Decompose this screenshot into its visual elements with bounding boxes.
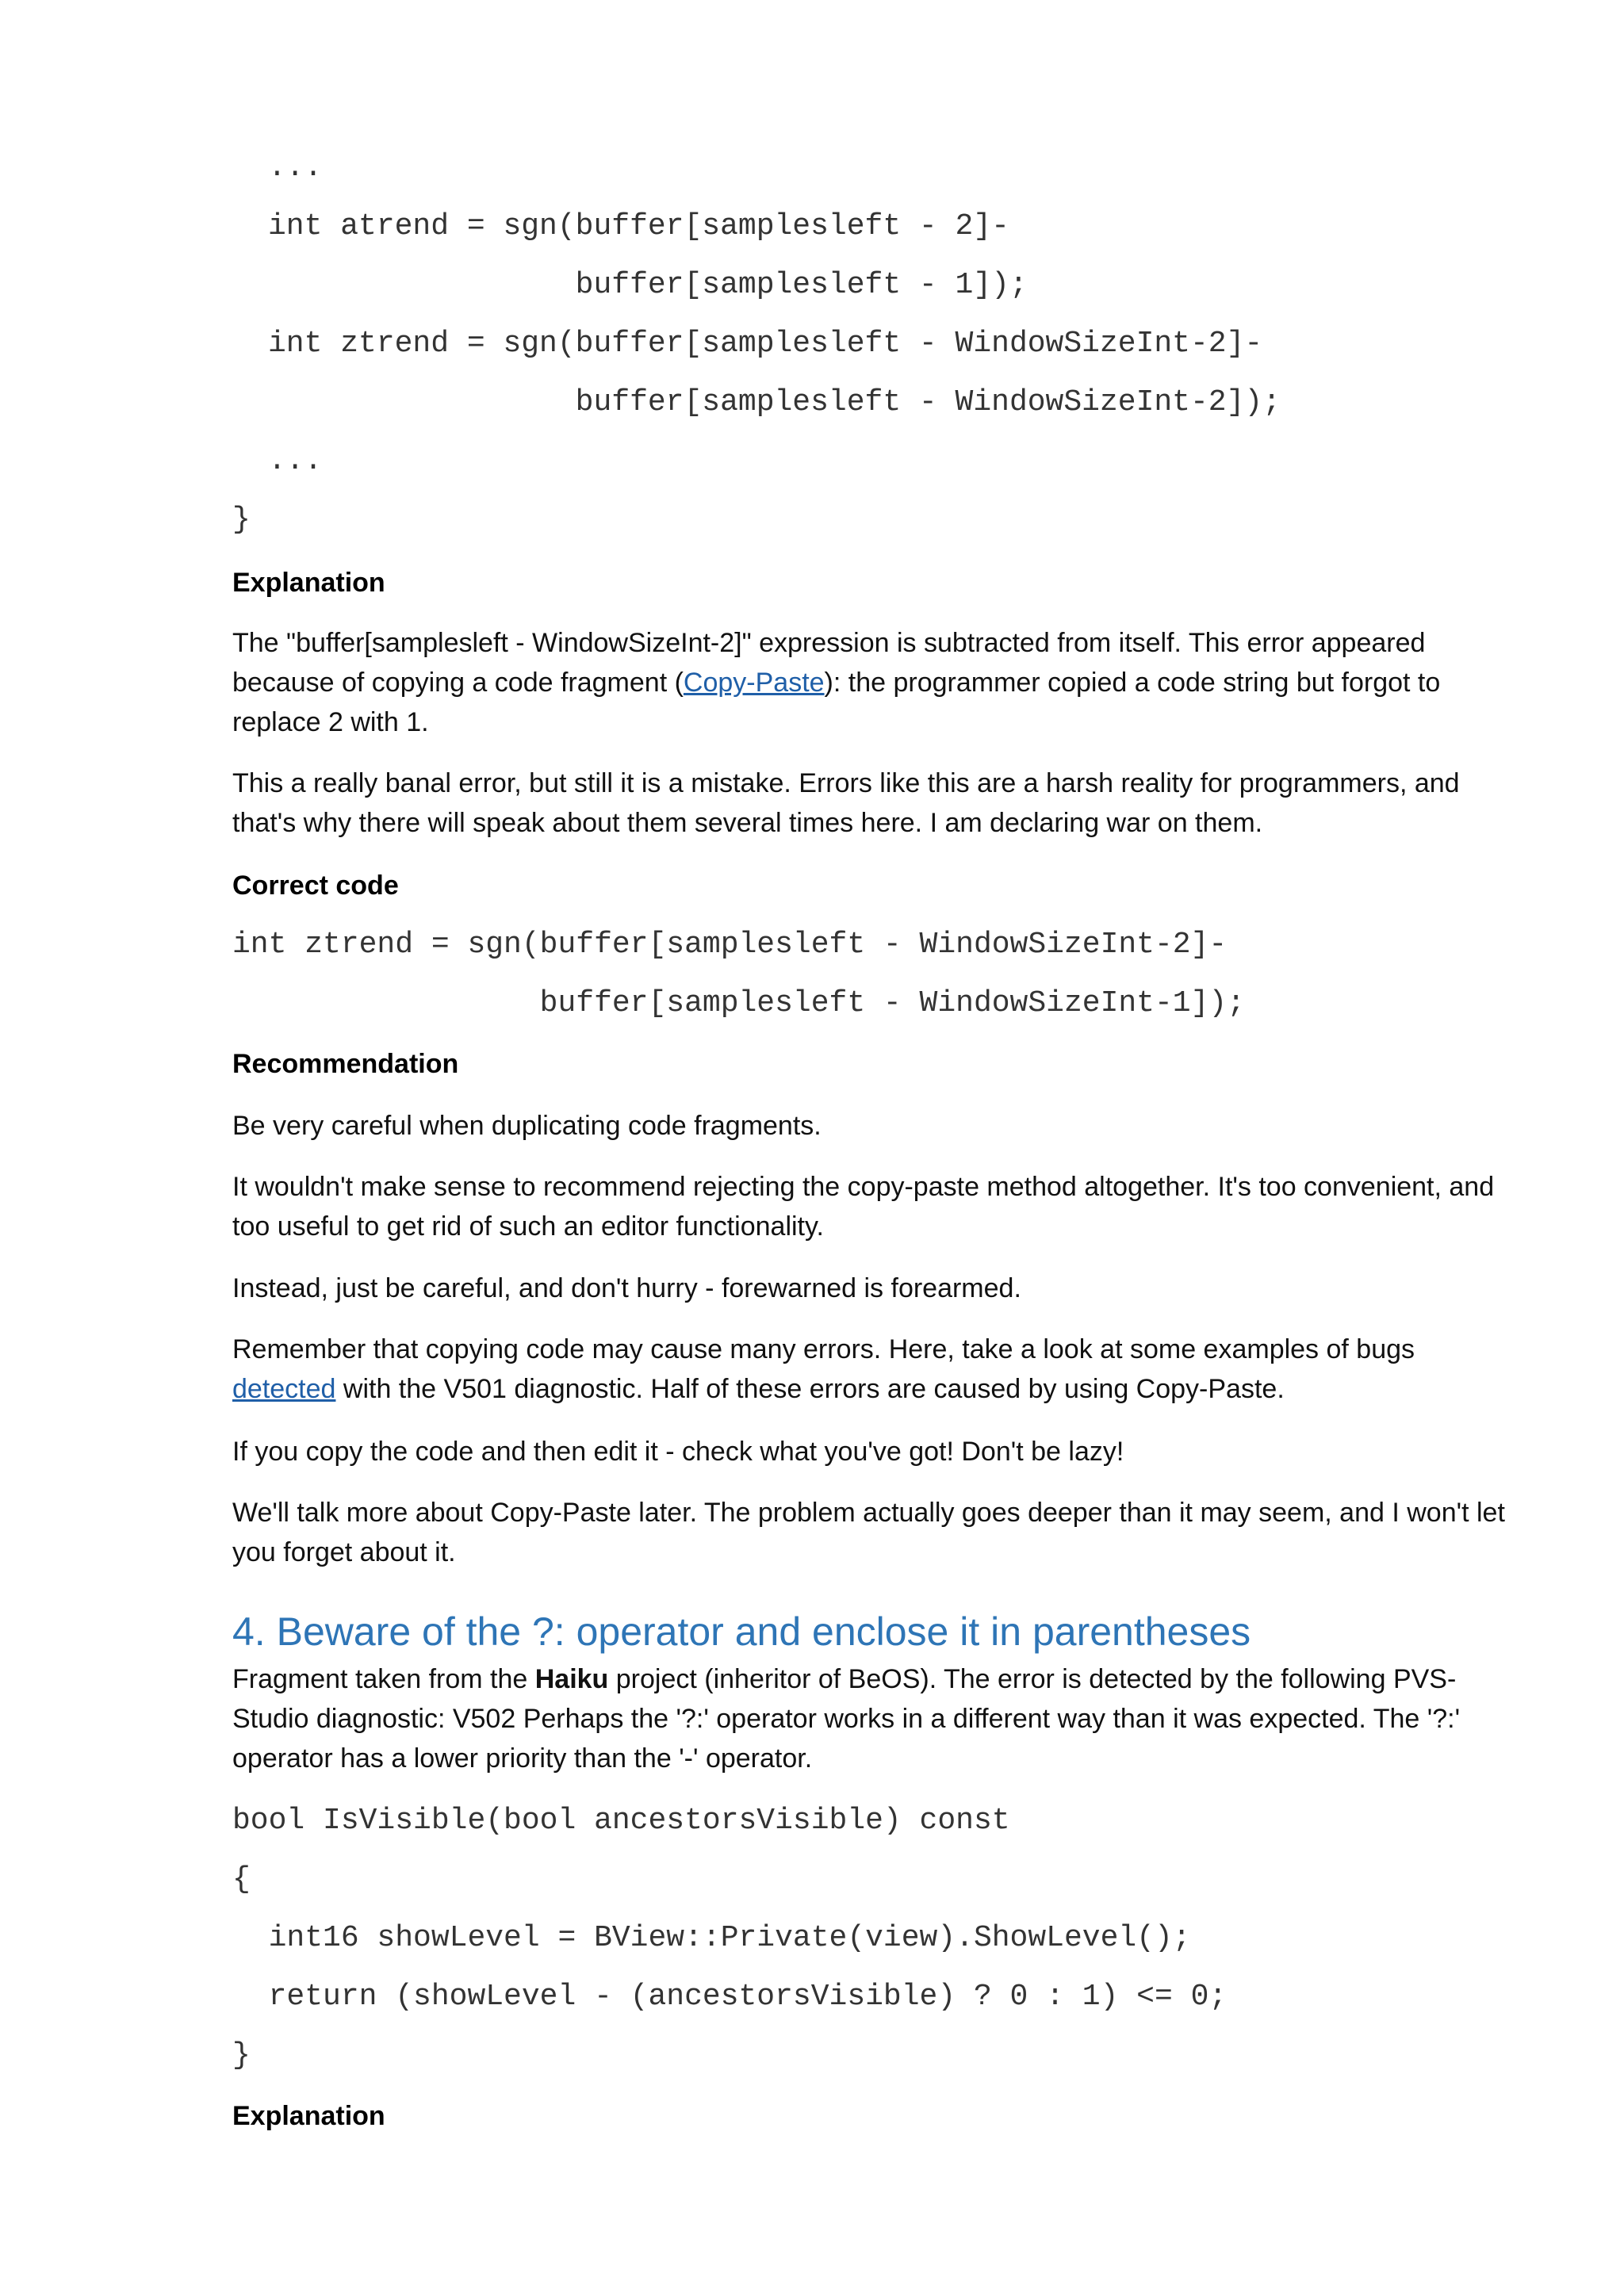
section-heading: 4. Beware of the ?: operator and enclose it in parentheses: [232, 1609, 1251, 1654]
code-line: }: [232, 2038, 251, 2072]
code-line: buffer[samplesleft - WindowSizeInt-2]);: [268, 385, 1281, 419]
recommendation-text-b: with the V501 diagnostic. Half of these errors are caused by using Copy-Paste.: [335, 1374, 1285, 1404]
recommendation-text-a: Remember that copying code may cause many errors. Here, take a look at some examples of bugs: [232, 1334, 1415, 1364]
code-line: ...: [268, 151, 323, 185]
section-title-recommendation: Recommendation: [232, 1049, 459, 1079]
recommendation-paragraph-2: It wouldn't make sense to recommend rejecting the copy-paste method altogether. It's too convenient, and too useful to get rid of such an editor functionality.: [232, 1172, 1495, 1242]
intro-text-a: Fragment taken from the: [232, 1664, 535, 1694]
explanation-paragraph-2: This a really banal error, but still it is a mistake. Errors like this are a harsh reality for programmers, and that's why there will speak about them several times here. I am declaring war on them.: [232, 768, 1460, 838]
code-line: }: [232, 503, 251, 537]
recommendation-paragraph-5: If you copy the code and then edit it - check what you've got! Don't be lazy!: [232, 1437, 1124, 1467]
section-title-correct-code: Correct code: [232, 871, 399, 901]
code-line: bool IsVisible(bool ancestorsVisible) const: [232, 1804, 1010, 1838]
explanation-text-a: The "buffer[samplesleft - WindowSizeInt-2]" expression is subtracted from itself. This error appeared because of copying a code fragment (: [232, 628, 1426, 698]
section-title-explanation-2: Explanation: [232, 2101, 385, 2131]
intro-text-b: project (inheritor of BeOS). The error is detected by the following PVS-Studio diagnostic: V502 Perhaps the '?:' operator works in a different way than it was expected. The '?:' operator has a lower priority than the '-' operator.: [232, 1664, 1461, 1774]
code-line: {: [232, 1862, 251, 1896]
recommendation-paragraph-4: [232, 1330, 1509, 1409]
code-line: int atrend = sgn(buffer[samplesleft - 2]-: [268, 209, 1009, 243]
recommendation-paragraph-1: Be very careful when duplicating code fragments.: [232, 1111, 822, 1141]
section-title-explanation: Explanation: [232, 568, 385, 598]
code-line: int16 showLevel = BView::Private(view).ShowLevel();: [232, 1921, 1191, 1955]
recommendation-paragraph-6: We'll talk more about Copy-Paste later. The problem actually goes deeper than it may seem, and I won't let you forget about it.: [232, 1498, 1505, 1567]
recommendation-paragraph-3: Instead, just be careful, and don't hurry - forewarned is forearmed.: [232, 1273, 1021, 1303]
explanation-paragraph: [232, 623, 1509, 742]
section-4-intro: [232, 1659, 1509, 1778]
code-line: ...: [268, 444, 323, 478]
code-line: int ztrend = sgn(buffer[samplesleft - WindowSizeInt-2]-: [232, 928, 1228, 962]
code-line: buffer[samplesleft - WindowSizeInt-1]);: [232, 986, 1246, 1020]
explanation-text-b: ): the programmer copied a code string but forgot to replace 2 with 1.: [232, 668, 1441, 737]
detected-link[interactable]: detected: [232, 1374, 336, 1404]
code-line: buffer[samplesleft - 1]);: [268, 268, 1028, 302]
project-name: Haiku: [534, 1664, 609, 1694]
code-line: int ztrend = sgn(buffer[samplesleft - WindowSizeInt-2]-: [268, 327, 1263, 361]
code-line: return (showLevel - (ancestorsVisible) ? 0 : 1) <= 0;: [232, 1980, 1228, 2014]
copy-paste-link[interactable]: Copy-Paste: [683, 668, 825, 698]
